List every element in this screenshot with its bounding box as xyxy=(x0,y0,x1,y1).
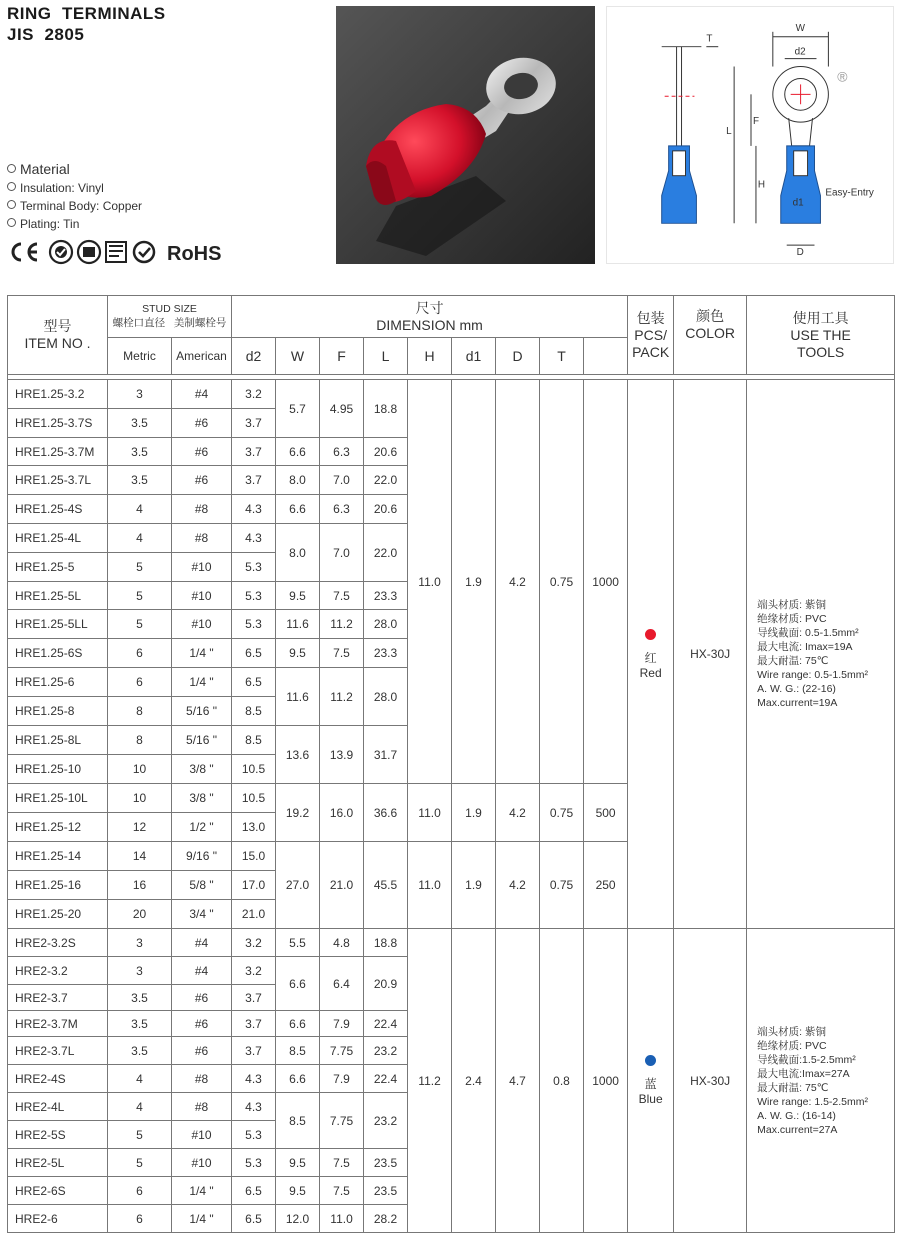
w-cell: 6.6 xyxy=(276,495,320,524)
explanation-line: 最大电流:Imax=27A xyxy=(757,1067,850,1080)
d2-cell: 8.5 xyxy=(232,726,276,755)
metric-cell: 4 xyxy=(108,1093,172,1121)
d2-cell: 4.3 xyxy=(232,524,276,553)
sgs-logo-icon xyxy=(134,242,154,262)
l-cell: 22.4 xyxy=(364,1065,408,1093)
metric-cell: 10 xyxy=(108,755,172,784)
american-cell: #8 xyxy=(172,495,232,524)
bullet-icon xyxy=(7,200,16,209)
metric-cell: 6 xyxy=(108,639,172,668)
explanation-line: 最大电流: Imax=19A xyxy=(757,641,853,653)
f-cell: 13.9 xyxy=(320,726,364,784)
american-cell: #8 xyxy=(172,1093,232,1121)
header-t: T xyxy=(540,338,584,375)
d2-cell: 3.7 xyxy=(232,466,276,495)
w-cell: 9.5 xyxy=(276,1149,320,1177)
h-cell: 11.0 xyxy=(408,380,452,784)
w-cell: 8.5 xyxy=(276,1093,320,1149)
american-cell: #10 xyxy=(172,1149,232,1177)
f-cell: 6.4 xyxy=(320,957,364,1011)
h-cell: 11.0 xyxy=(408,842,452,929)
label-d: D xyxy=(796,247,804,259)
item-no-cell: HRE1.25-3.7M xyxy=(8,438,108,466)
t-cell: 0.75 xyxy=(540,842,584,929)
metric-cell: 3.5 xyxy=(108,1037,172,1065)
item-no-cell: HRE2-4S xyxy=(8,1065,108,1093)
w-cell: 6.6 xyxy=(276,1011,320,1037)
label-d2: d2 xyxy=(794,46,806,58)
l-cell: 28.2 xyxy=(364,1205,408,1233)
d2-cell: 5.3 xyxy=(232,610,276,639)
header-tools: 使用工具 USE THE TOOLS xyxy=(747,296,895,375)
d1-cell: 1.9 xyxy=(452,842,496,929)
d2-cell: 17.0 xyxy=(232,871,276,900)
metric-cell: 4 xyxy=(108,524,172,553)
color-cell xyxy=(628,380,674,929)
american-cell: #6 xyxy=(172,466,232,495)
item-no-cell: HRE2-3.7L xyxy=(8,1037,108,1065)
explanation-line: 最大耐温: 75℃ xyxy=(757,655,829,667)
f-cell: 7.0 xyxy=(320,524,364,582)
metric-cell: 5 xyxy=(108,1121,172,1149)
d2-cell: 6.5 xyxy=(232,639,276,668)
title-line-2: JIS 2805 xyxy=(7,25,85,44)
explanation-line: 端头材质: 紫铜 xyxy=(757,599,826,611)
american-cell: 5/8 " xyxy=(172,871,232,900)
pack-cell: 1000 xyxy=(584,929,628,1233)
t-cell: 0.75 xyxy=(540,380,584,784)
l-cell: 45.5 xyxy=(364,842,408,929)
f-cell: 7.5 xyxy=(320,1177,364,1205)
material-item: Plating: Tin xyxy=(7,215,142,233)
american-cell: #6 xyxy=(172,438,232,466)
american-cell: 1/2 " xyxy=(172,813,232,842)
label-f: F xyxy=(752,116,760,128)
w-cell: 6.6 xyxy=(276,957,320,1011)
d2-cell: 5.3 xyxy=(232,1121,276,1149)
d2-cell: 3.7 xyxy=(232,438,276,466)
american-cell: #10 xyxy=(172,1121,232,1149)
metric-cell: 20 xyxy=(108,900,172,929)
l-cell: 28.0 xyxy=(364,610,408,639)
t-cell: 0.8 xyxy=(540,929,584,1233)
w-cell: 13.6 xyxy=(276,726,320,784)
d2-cell: 5.3 xyxy=(232,582,276,610)
d2-cell: 15.0 xyxy=(232,842,276,871)
color-dot-icon xyxy=(645,629,656,640)
f-cell: 7.5 xyxy=(320,639,364,668)
registered-mark: ® xyxy=(837,68,848,85)
item-no-cell: HRE1.25-3.7L xyxy=(8,466,108,495)
d2-cell: 3.2 xyxy=(232,957,276,985)
f-cell: 11.0 xyxy=(320,1205,364,1233)
metric-cell: 3.5 xyxy=(108,466,172,495)
metric-cell: 10 xyxy=(108,784,172,813)
d2-cell: 3.7 xyxy=(232,985,276,1011)
american-cell: #10 xyxy=(172,610,232,639)
metric-cell: 3.5 xyxy=(108,1011,172,1037)
w-cell: 8.0 xyxy=(276,524,320,582)
item-no-cell: HRE2-3.2S xyxy=(8,929,108,957)
spec-table xyxy=(7,295,895,1233)
h-cell: 11.0 xyxy=(408,784,452,842)
f-cell: 7.9 xyxy=(320,1011,364,1037)
explanation-line: A. W. G.: (22-16) xyxy=(757,683,836,695)
l-cell: 22.0 xyxy=(364,524,408,582)
header-item-no: 型号 ITEM NO . xyxy=(8,296,108,375)
ccc-logo-icon xyxy=(50,241,72,263)
d2-cell: 3.7 xyxy=(232,1037,276,1065)
product-photo xyxy=(336,6,595,264)
d2-cell: 6.5 xyxy=(232,1205,276,1233)
metric-cell: 6 xyxy=(108,668,172,697)
f-cell: 7.75 xyxy=(320,1093,364,1149)
explanation-line: Wire range: 0.5-1.5mm² xyxy=(757,669,869,681)
l-cell: 22.0 xyxy=(364,466,408,495)
american-cell: #6 xyxy=(172,1011,232,1037)
label-easy-entry: Easy-Entry xyxy=(825,187,874,199)
material-list xyxy=(7,160,142,233)
metric-cell: 5 xyxy=(108,1149,172,1177)
american-cell: #10 xyxy=(172,553,232,582)
w-cell: 9.5 xyxy=(276,1177,320,1205)
item-no-cell: HRE1.25-5L xyxy=(8,582,108,610)
item-no-cell: HRE1.25-12 xyxy=(8,813,108,842)
w-cell: 11.6 xyxy=(276,610,320,639)
d2-cell: 6.5 xyxy=(232,668,276,697)
metric-cell: 16 xyxy=(108,871,172,900)
label-t: T xyxy=(706,33,713,45)
w-cell: 8.5 xyxy=(276,1037,320,1065)
d2-cell: 3.2 xyxy=(232,380,276,409)
header-metric: Metric xyxy=(108,338,172,375)
f-cell: 11.2 xyxy=(320,610,364,639)
d2-cell: 10.5 xyxy=(232,784,276,813)
d2-cell: 5.3 xyxy=(232,553,276,582)
l-cell: 23.2 xyxy=(364,1093,408,1149)
l-cell: 23.5 xyxy=(364,1177,408,1205)
f-cell: 4.8 xyxy=(320,929,364,957)
f-cell: 6.3 xyxy=(320,495,364,524)
explanation-cell xyxy=(747,380,895,929)
d2-cell: 3.7 xyxy=(232,409,276,438)
pack-cell: 500 xyxy=(584,784,628,842)
l-cell: 22.4 xyxy=(364,1011,408,1037)
d-cell: 4.2 xyxy=(496,842,540,929)
metric-cell: 12 xyxy=(108,813,172,842)
w-cell: 12.0 xyxy=(276,1205,320,1233)
explanation-line: 导线截面:1.5-2.5mm² xyxy=(757,1053,856,1066)
metric-cell: 6 xyxy=(108,1205,172,1233)
l-cell: 23.2 xyxy=(364,1037,408,1065)
item-no-cell: HRE2-3.7M xyxy=(8,1011,108,1037)
item-no-cell: HRE1.25-6 xyxy=(8,668,108,697)
color-cn: 红 xyxy=(644,650,657,665)
metric-cell: 14 xyxy=(108,842,172,871)
item-no-cell: HRE1.25-6S xyxy=(8,639,108,668)
item-no-cell: HRE2-5L xyxy=(8,1149,108,1177)
item-no-cell: HRE1.25-8L xyxy=(8,726,108,755)
certificate-logo-icon xyxy=(106,242,126,262)
d2-cell: 4.3 xyxy=(232,1065,276,1093)
l-cell: 36.6 xyxy=(364,784,408,842)
d2-cell: 5.3 xyxy=(232,1149,276,1177)
d2-cell: 6.5 xyxy=(232,1177,276,1205)
pack-cell: 250 xyxy=(584,842,628,929)
d1-cell: 1.9 xyxy=(452,784,496,842)
explanation-line: 导线截面: 0.5-1.5mm² xyxy=(757,627,859,639)
material-item: Insulation: Vinyl xyxy=(7,179,142,197)
tool-cell: HX-30J xyxy=(674,380,747,929)
explanation-line: A. W. G.: (16-14) xyxy=(757,1109,836,1122)
f-cell: 4.95 xyxy=(320,380,364,438)
w-cell: 11.6 xyxy=(276,668,320,726)
metric-cell: 5 xyxy=(108,610,172,639)
american-cell: #8 xyxy=(172,524,232,553)
item-no-cell: HRE2-3.2 xyxy=(8,957,108,985)
american-cell: 1/4 " xyxy=(172,639,232,668)
item-no-cell: HRE2-5S xyxy=(8,1121,108,1149)
f-cell: 7.75 xyxy=(320,1037,364,1065)
american-cell: #6 xyxy=(172,985,232,1011)
american-cell: 3/4 " xyxy=(172,900,232,929)
label-w: W xyxy=(795,22,806,34)
american-cell: #4 xyxy=(172,380,232,409)
h-cell: 11.2 xyxy=(408,929,452,1233)
f-cell: 21.0 xyxy=(320,842,364,929)
color-cn: 蓝 xyxy=(644,1077,657,1091)
american-cell: 1/4 " xyxy=(172,1177,232,1205)
l-cell: 18.8 xyxy=(364,380,408,438)
material-heading: Material xyxy=(7,160,142,179)
american-cell: 1/4 " xyxy=(172,668,232,697)
explanation-line: 绝缘材质: PVC xyxy=(757,613,827,625)
l-cell: 20.6 xyxy=(364,438,408,466)
bullet-icon xyxy=(7,218,16,227)
item-no-cell: HRE1.25-3.2 xyxy=(8,380,108,409)
table-row xyxy=(8,929,895,957)
material-item: Terminal Body: Copper xyxy=(7,197,142,215)
l-cell: 20.6 xyxy=(364,495,408,524)
explanation-line: Max.current=19A xyxy=(757,697,838,709)
metric-cell: 3 xyxy=(108,929,172,957)
explanation-cell xyxy=(747,929,895,1233)
w-cell: 6.6 xyxy=(276,1065,320,1093)
bullet-icon xyxy=(7,164,16,173)
l-cell: 23.5 xyxy=(364,1149,408,1177)
d-cell: 4.2 xyxy=(496,784,540,842)
metric-cell: 3.5 xyxy=(108,438,172,466)
header-d2: d2 xyxy=(232,338,276,375)
item-no-cell: HRE1.25-14 xyxy=(8,842,108,871)
american-cell: #8 xyxy=(172,1065,232,1093)
metric-cell: 3 xyxy=(108,957,172,985)
item-no-cell: HRE1.25-20 xyxy=(8,900,108,929)
item-no-cell: HRE1.25-10L xyxy=(8,784,108,813)
dimension-diagram xyxy=(606,6,894,264)
d2-cell: 3.7 xyxy=(232,1011,276,1037)
rohs-mark: RoHS xyxy=(167,243,222,265)
american-cell: #4 xyxy=(172,929,232,957)
item-no-cell: HRE1.25-10 xyxy=(8,755,108,784)
metric-cell: 4 xyxy=(108,495,172,524)
item-no-cell: HRE2-4L xyxy=(8,1093,108,1121)
w-cell: 9.5 xyxy=(276,639,320,668)
l-cell: 20.9 xyxy=(364,957,408,1011)
american-cell: 5/16 " xyxy=(172,726,232,755)
l-cell: 23.3 xyxy=(364,639,408,668)
american-cell: 3/8 " xyxy=(172,755,232,784)
header-dimension: 尺寸 DIMENSION mm xyxy=(232,296,628,338)
d1-cell: 1.9 xyxy=(452,380,496,784)
d-cell: 4.7 xyxy=(496,929,540,1233)
bullet-icon xyxy=(7,182,16,191)
metric-cell: 5 xyxy=(108,553,172,582)
metric-cell: 3.5 xyxy=(108,409,172,438)
tool-cell: HX-30J xyxy=(674,929,747,1233)
american-cell: 9/16 " xyxy=(172,842,232,871)
header-american: American xyxy=(172,338,232,375)
item-no-cell: HRE2-3.7 xyxy=(8,985,108,1011)
header-pack: 包装 PCS/ PACK xyxy=(628,296,674,375)
f-cell: 6.3 xyxy=(320,438,364,466)
d2-cell: 3.2 xyxy=(232,929,276,957)
f-cell: 7.5 xyxy=(320,582,364,610)
header-color: 颜色 COLOR xyxy=(674,296,747,375)
w-cell: 19.2 xyxy=(276,784,320,842)
metric-cell: 5 xyxy=(108,582,172,610)
f-cell: 7.9 xyxy=(320,1065,364,1093)
metric-cell: 8 xyxy=(108,697,172,726)
header-f: F xyxy=(320,338,364,375)
american-cell: #6 xyxy=(172,409,232,438)
american-cell: #4 xyxy=(172,957,232,985)
header-l: L xyxy=(364,338,408,375)
d2-cell: 4.3 xyxy=(232,495,276,524)
w-cell: 27.0 xyxy=(276,842,320,929)
item-no-cell: HRE1.25-5LL xyxy=(8,610,108,639)
metric-cell: 3 xyxy=(108,380,172,409)
metric-cell: 3.5 xyxy=(108,985,172,1011)
item-no-cell: HRE1.25-4L xyxy=(8,524,108,553)
item-no-cell: HRE1.25-8 xyxy=(8,697,108,726)
w-cell: 5.5 xyxy=(276,929,320,957)
l-cell: 28.0 xyxy=(364,668,408,726)
american-cell: #6 xyxy=(172,1037,232,1065)
l-cell: 31.7 xyxy=(364,726,408,784)
title-line-1: RING TERMINALS xyxy=(7,4,166,23)
d2-cell: 21.0 xyxy=(232,900,276,929)
f-cell: 11.2 xyxy=(320,668,364,726)
d2-cell: 13.0 xyxy=(232,813,276,842)
metric-cell: 6 xyxy=(108,1177,172,1205)
item-no-cell: HRE1.25-5 xyxy=(8,553,108,582)
metric-cell: 8 xyxy=(108,726,172,755)
f-cell: 7.0 xyxy=(320,466,364,495)
header-stud-size: STUD SIZE 螺栓口直径 美制螺栓号 xyxy=(108,296,232,338)
l-cell: 18.8 xyxy=(364,929,408,957)
item-no-cell: HRE2-6 xyxy=(8,1205,108,1233)
explanation-line: Wire range: 1.5-2.5mm² xyxy=(757,1095,869,1108)
item-no-cell: HRE1.25-3.7S xyxy=(8,409,108,438)
item-no-cell: HRE2-6S xyxy=(8,1177,108,1205)
label-h: H xyxy=(757,179,766,191)
t-cell: 0.75 xyxy=(540,784,584,842)
d2-cell: 10.5 xyxy=(232,755,276,784)
item-no-cell: HRE1.25-16 xyxy=(8,871,108,900)
american-cell: 5/16 " xyxy=(172,697,232,726)
label-d1: d1 xyxy=(792,197,804,209)
color-en: Blue xyxy=(638,1092,663,1106)
color-dot-icon xyxy=(645,1055,656,1066)
item-no-cell: HRE1.25-4S xyxy=(8,495,108,524)
color-cell xyxy=(628,929,674,1233)
w-cell: 5.7 xyxy=(276,380,320,438)
page-title xyxy=(7,3,166,45)
d1-cell: 2.4 xyxy=(452,929,496,1233)
header-d1: d1 xyxy=(452,338,496,375)
header-h: H xyxy=(408,338,452,375)
cqc-logo-icon xyxy=(78,241,100,263)
table-row xyxy=(8,380,895,409)
certification-logos xyxy=(7,239,242,265)
metric-cell: 4 xyxy=(108,1065,172,1093)
pack-cell: 1000 xyxy=(584,380,628,784)
header-d: D xyxy=(496,338,540,375)
color-en: Red xyxy=(639,665,662,680)
w-cell: 8.0 xyxy=(276,466,320,495)
l-cell: 23.3 xyxy=(364,582,408,610)
american-cell: #10 xyxy=(172,582,232,610)
f-cell: 16.0 xyxy=(320,784,364,842)
d2-cell: 4.3 xyxy=(232,1093,276,1121)
f-cell: 7.5 xyxy=(320,1149,364,1177)
d-cell: 4.2 xyxy=(496,380,540,784)
american-cell: 1/4 " xyxy=(172,1205,232,1233)
ce-mark-icon xyxy=(13,244,37,260)
header-w: W xyxy=(276,338,320,375)
explanation-line: 绝缘材质: PVC xyxy=(757,1039,827,1052)
explanation-line: 最大耐温: 75℃ xyxy=(757,1081,829,1094)
w-cell: 6.6 xyxy=(276,438,320,466)
w-cell: 9.5 xyxy=(276,582,320,610)
label-l: L xyxy=(726,126,732,138)
explanation-line: 端头材质: 紫铜 xyxy=(757,1025,826,1038)
d2-cell: 8.5 xyxy=(232,697,276,726)
table-header-row xyxy=(8,296,895,338)
american-cell: 3/8 " xyxy=(172,784,232,813)
explanation-line: Max.current=27A xyxy=(757,1123,838,1136)
